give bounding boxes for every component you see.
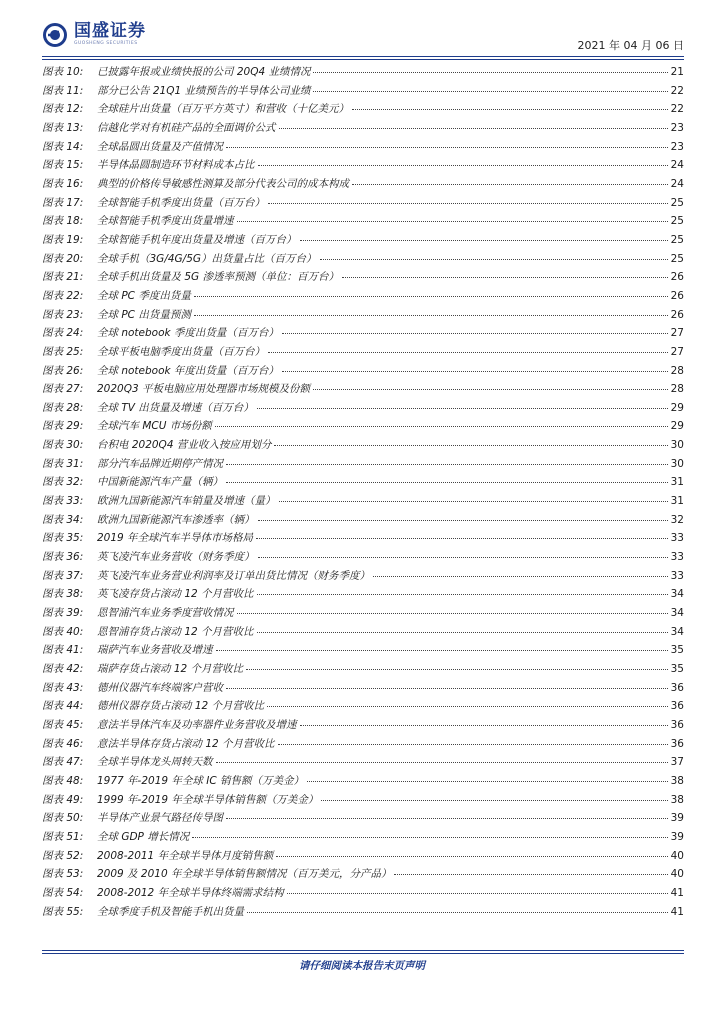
toc-leader-dots bbox=[226, 687, 668, 689]
toc-entry-label: 图表 21: bbox=[42, 271, 84, 284]
footer-divider bbox=[42, 950, 684, 951]
toc-entry-page: 33 bbox=[670, 532, 684, 545]
toc-leader-dots bbox=[258, 164, 669, 166]
toc-entry-label: 图表 10: bbox=[42, 66, 84, 78]
toc-entry-label: 图表 49: bbox=[42, 793, 84, 806]
toc-entry-page: 35 bbox=[670, 644, 684, 657]
toc-entry[interactable] bbox=[42, 417, 684, 436]
toc-leader-dots bbox=[247, 911, 668, 913]
toc-entry[interactable] bbox=[42, 455, 684, 474]
toc-entry-title: 英飞凌汽车业务营业利润率及订单出货比情况（财务季度） bbox=[97, 569, 370, 582]
toc-entry-label: 图表 29: bbox=[42, 420, 84, 433]
toc-entry[interactable] bbox=[42, 847, 684, 866]
toc-entry[interactable] bbox=[42, 697, 684, 716]
brand-logo-icon bbox=[42, 22, 68, 48]
toc-entry-page: 22 bbox=[670, 84, 684, 97]
toc-entry-title: 全球 GDP 增长情况 bbox=[97, 830, 190, 843]
toc-entry-title: 全球硅片出货量（百万平方英寸）和营收（十亿美元） bbox=[97, 103, 349, 116]
toc-entry-label: 图表 20: bbox=[42, 252, 84, 265]
toc-entry-page: 24 bbox=[670, 177, 684, 190]
toc-entry[interactable] bbox=[42, 287, 684, 306]
toc-entry-label: 图表 51: bbox=[42, 830, 84, 843]
toc-entry[interactable] bbox=[42, 511, 684, 530]
toc-entry-label: 图表 26: bbox=[42, 364, 84, 377]
toc-leader-dots bbox=[256, 537, 668, 539]
toc-entry-title: 欧洲九国新能源汽车销量及增速（量） bbox=[97, 495, 276, 508]
toc-entry[interactable] bbox=[42, 231, 684, 250]
toc-entry-title: 2008-2012 年全球半导体终端需求结构 bbox=[97, 886, 284, 899]
toc-entry-title: 中国新能源汽车产量（辆） bbox=[97, 476, 223, 489]
toc-leader-dots bbox=[300, 724, 669, 726]
toc-entry-page: 29 bbox=[670, 401, 684, 414]
toc-entry-title: 台积电 2020Q4 营业收入按应用划分 bbox=[97, 439, 272, 452]
toc-entry-title: 全球平板电脑季度出货量（百万台） bbox=[97, 345, 265, 358]
toc-entry-page: 31 bbox=[670, 476, 684, 489]
toc-entry-title: 2019 年全球汽车半导体市场格局 bbox=[97, 532, 254, 545]
toc-entry[interactable] bbox=[42, 138, 684, 157]
toc-leader-dots bbox=[276, 855, 668, 857]
toc-entry[interactable] bbox=[42, 903, 684, 922]
toc-entry-label: 图表 27: bbox=[42, 383, 84, 396]
toc-leader-dots bbox=[226, 481, 668, 483]
toc-entry-page: 28 bbox=[670, 383, 684, 396]
toc-entry-title: 全球季度手机及智能手机出货量 bbox=[97, 905, 244, 918]
toc-leader-dots bbox=[282, 332, 668, 334]
toc-entry[interactable] bbox=[42, 306, 684, 325]
toc-entry-page: 40 bbox=[670, 868, 684, 881]
toc-entry-label: 图表 19: bbox=[42, 233, 84, 246]
toc-entry-label: 图表 30: bbox=[42, 439, 84, 452]
toc-leader-dots bbox=[257, 631, 668, 633]
toc-entry-label: 图表 22: bbox=[42, 289, 84, 302]
toc-entry-label: 图表 41: bbox=[42, 644, 84, 657]
figure-index-list bbox=[42, 63, 684, 921]
toc-entry-title: 全球 PC 出货量预测 bbox=[97, 308, 191, 321]
toc-entry-title: 全球汽车 MCU 市场份额 bbox=[97, 420, 212, 433]
toc-entry[interactable] bbox=[42, 82, 684, 101]
toc-entry-page: 34 bbox=[670, 625, 684, 638]
toc-entry-label: 图表 54: bbox=[42, 886, 84, 899]
toc-entry-label: 图表 45: bbox=[42, 718, 84, 731]
toc-entry[interactable] bbox=[42, 362, 684, 381]
toc-entry-title: 德州仪器存货占滚动 12 个月营收比 bbox=[97, 700, 265, 713]
report-date: 2021 年 04 月 06 日 bbox=[577, 39, 684, 52]
toc-entry[interactable] bbox=[42, 156, 684, 175]
toc-entry-title: 瑞萨存货占滚动 12 个月营收比 bbox=[97, 663, 244, 675]
toc-leader-dots bbox=[192, 836, 668, 838]
toc-entry[interactable] bbox=[42, 492, 684, 511]
toc-entry-title: 全球智能手机年度出货量及增速（百万台） bbox=[97, 233, 297, 246]
toc-entry-page: 24 bbox=[670, 159, 684, 172]
toc-entry-label: 图表 14: bbox=[42, 140, 84, 153]
toc-leader-dots bbox=[287, 892, 668, 894]
toc-entry-page: 40 bbox=[670, 849, 684, 862]
toc-entry-label: 图表 33: bbox=[42, 495, 84, 508]
toc-entry[interactable] bbox=[42, 604, 684, 623]
toc-entry-page: 30 bbox=[670, 439, 684, 452]
toc-leader-dots bbox=[279, 500, 669, 502]
toc-entry-label: 图表 23: bbox=[42, 308, 84, 321]
toc-leader-dots bbox=[267, 705, 668, 707]
toc-entry-page: 38 bbox=[670, 793, 684, 806]
toc-entry[interactable] bbox=[42, 175, 684, 194]
toc-entry[interactable] bbox=[42, 343, 684, 362]
toc-entry-page: 27 bbox=[670, 345, 684, 358]
toc-entry-label: 图表 37: bbox=[42, 569, 84, 582]
toc-entry-title: 全球 PC 季度出货量 bbox=[97, 289, 191, 302]
toc-entry-page: 27 bbox=[670, 327, 684, 340]
toc-leader-dots bbox=[257, 407, 668, 409]
toc-entry-title: 部分汽车品牌近期停产情况 bbox=[97, 457, 223, 470]
toc-entry[interactable] bbox=[42, 548, 684, 567]
toc-entry-title: 全球智能手机季度出货量（百万台） bbox=[97, 196, 265, 209]
toc-leader-dots bbox=[352, 183, 668, 185]
toc-entry[interactable] bbox=[42, 791, 684, 810]
toc-entry-page: 29 bbox=[670, 420, 684, 433]
toc-entry-title: 恩智浦存货占滚动 12 个月营收比 bbox=[97, 625, 254, 638]
toc-entry-title: 半导体晶圆制造环节材料成本占比 bbox=[97, 159, 255, 172]
toc-entry-label: 图表 40: bbox=[42, 625, 84, 638]
toc-leader-dots bbox=[216, 649, 669, 651]
toc-entry[interactable] bbox=[42, 529, 684, 548]
toc-entry-label: 图表 47: bbox=[42, 756, 84, 769]
toc-entry[interactable] bbox=[42, 660, 684, 679]
toc-entry-page: 23 bbox=[670, 121, 684, 134]
toc-leader-dots bbox=[226, 463, 668, 465]
toc-entry[interactable] bbox=[42, 268, 684, 287]
toc-entry-label: 图表 48: bbox=[42, 774, 84, 787]
toc-entry[interactable] bbox=[42, 212, 684, 231]
brand-logo bbox=[42, 22, 146, 48]
toc-entry-title: 已披露年报或业绩快报的公司 20Q4 业绩情况 bbox=[97, 66, 311, 78]
toc-entry-title: 恩智浦汽车业务季度营收情况 bbox=[97, 607, 234, 620]
toc-entry-title: 2009 及 2010 年全球半导体销售额情况（百万美元，分产品） bbox=[97, 868, 392, 881]
toc-entry-page: 21 bbox=[670, 66, 684, 78]
toc-entry-label: 图表 36: bbox=[42, 551, 84, 564]
toc-entry-title: 英飞凌存货占滚动 12 个月营收比 bbox=[97, 588, 254, 601]
toc-entry-page: 37 bbox=[670, 756, 684, 769]
toc-leader-dots bbox=[278, 743, 668, 745]
toc-entry-title: 典型的价格传导敏感性测算及部分代表公司的成本构成 bbox=[97, 177, 349, 190]
toc-entry-page: 36 bbox=[670, 718, 684, 731]
toc-entry-label: 图表 39: bbox=[42, 607, 84, 620]
toc-leader-dots bbox=[342, 276, 668, 278]
toc-entry-title: 全球半导体龙头周转天数 bbox=[97, 756, 213, 769]
toc-entry-label: 图表 34: bbox=[42, 513, 84, 526]
toc-entry-label: 图表 17: bbox=[42, 196, 84, 209]
toc-entry-title: 德州仪器汽车终端客户营收 bbox=[97, 681, 223, 694]
toc-leader-dots bbox=[313, 388, 668, 390]
toc-leader-dots bbox=[300, 239, 669, 241]
toc-leader-dots bbox=[194, 314, 668, 316]
toc-entry-page: 26 bbox=[670, 271, 684, 284]
toc-entry-title: 信越化学对有机硅产品的全面调价公式 bbox=[97, 121, 276, 134]
toc-entry-label: 图表 18: bbox=[42, 215, 84, 228]
brand-name: 国盛证券 bbox=[74, 21, 146, 42]
toc-entry-page: 41 bbox=[670, 905, 684, 918]
toc-leader-dots bbox=[216, 761, 669, 763]
toc-entry-label: 图表 16: bbox=[42, 177, 84, 190]
toc-leader-dots bbox=[257, 593, 668, 595]
toc-entry-page: 28 bbox=[670, 364, 684, 377]
toc-entry[interactable] bbox=[42, 567, 684, 586]
toc-entry[interactable] bbox=[42, 884, 684, 903]
toc-entry-page: 30 bbox=[670, 457, 684, 470]
toc-leader-dots bbox=[226, 146, 668, 148]
toc-entry-label: 图表 44: bbox=[42, 700, 84, 713]
toc-entry-page: 39 bbox=[670, 830, 684, 843]
toc-leader-dots bbox=[194, 295, 668, 297]
toc-entry-label: 图表 24: bbox=[42, 327, 84, 340]
toc-entry[interactable] bbox=[42, 865, 684, 884]
page-header bbox=[42, 22, 684, 56]
toc-entry[interactable] bbox=[42, 399, 684, 418]
toc-entry-page: 33 bbox=[670, 551, 684, 564]
toc-entry-page: 25 bbox=[670, 196, 684, 209]
toc-entry[interactable] bbox=[42, 623, 684, 642]
toc-entry-label: 图表 52: bbox=[42, 849, 84, 862]
toc-entry-page: 36 bbox=[670, 700, 684, 713]
toc-entry-label: 图表 15: bbox=[42, 159, 84, 172]
toc-entry-title: 欧洲九国新能源汽车渗透率（辆） bbox=[97, 513, 255, 526]
toc-entry-title: 2008-2011 年全球半导体月度销售额 bbox=[97, 849, 274, 862]
header-divider-thin bbox=[42, 59, 684, 60]
toc-entry-page: 26 bbox=[670, 308, 684, 321]
toc-leader-dots bbox=[394, 873, 668, 875]
toc-entry[interactable] bbox=[42, 585, 684, 604]
toc-entry-label: 图表 11: bbox=[42, 84, 84, 97]
toc-entry[interactable] bbox=[42, 473, 684, 492]
toc-leader-dots bbox=[282, 370, 668, 372]
toc-entry-title: 半导体产业景气路径传导图 bbox=[97, 812, 223, 825]
toc-entry-page: 25 bbox=[670, 252, 684, 265]
toc-entry[interactable] bbox=[42, 100, 684, 119]
toc-entry-title: 2020Q3 平板电脑应用处理器市场规模及份额 bbox=[97, 383, 311, 396]
toc-entry-page: 39 bbox=[670, 812, 684, 825]
toc-entry-page: 35 bbox=[670, 663, 684, 675]
footer-disclaimer: 请仔细阅读本报告末页声明 bbox=[299, 960, 425, 972]
toc-entry[interactable] bbox=[42, 679, 684, 698]
toc-entry-page: 26 bbox=[670, 289, 684, 302]
toc-entry-label: 图表 13: bbox=[42, 121, 84, 134]
toc-entry-title: 全球手机出货量及 5G 渗透率预测（单位：百万台） bbox=[97, 271, 339, 284]
toc-entry[interactable] bbox=[42, 63, 684, 82]
toc-entry[interactable] bbox=[42, 436, 684, 455]
toc-leader-dots bbox=[268, 202, 668, 204]
toc-entry-label: 图表 50: bbox=[42, 812, 84, 825]
footer-divider-thin bbox=[42, 953, 684, 954]
toc-entry-label: 图表 12: bbox=[42, 103, 84, 116]
toc-entry-page: 25 bbox=[670, 215, 684, 228]
toc-entry[interactable] bbox=[42, 772, 684, 791]
toc-entry-page: 33 bbox=[670, 569, 684, 582]
toc-entry-title: 全球 notebook 季度出货量（百万台） bbox=[97, 327, 279, 340]
toc-entry-title: 意法半导体存货占滚动 12 个月营收比 bbox=[97, 737, 275, 750]
toc-leader-dots bbox=[279, 127, 669, 129]
toc-entry[interactable] bbox=[42, 119, 684, 138]
toc-leader-dots bbox=[307, 780, 668, 782]
toc-entry[interactable] bbox=[42, 753, 684, 772]
toc-entry-page: 38 bbox=[670, 774, 684, 787]
toc-entry-title: 全球 TV 出货量及增速（百万台） bbox=[97, 401, 254, 414]
toc-leader-dots bbox=[268, 351, 668, 353]
toc-leader-dots bbox=[274, 444, 668, 446]
toc-entry[interactable] bbox=[42, 809, 684, 828]
toc-leader-dots bbox=[373, 575, 668, 577]
toc-entry-page: 22 bbox=[670, 103, 684, 116]
toc-entry[interactable] bbox=[42, 828, 684, 847]
toc-leader-dots bbox=[237, 220, 669, 222]
toc-leader-dots bbox=[215, 425, 668, 427]
toc-entry[interactable] bbox=[42, 735, 684, 754]
toc-leader-dots bbox=[313, 71, 668, 73]
toc-entry-title: 部分已公告 21Q1 业绩预告的半导体公司业绩 bbox=[97, 84, 311, 97]
toc-entry[interactable] bbox=[42, 250, 684, 269]
toc-leader-dots bbox=[258, 519, 669, 521]
toc-entry-title: 意法半导体汽车及功率器件业务营收及增速 bbox=[97, 718, 297, 731]
toc-leader-dots bbox=[258, 556, 669, 558]
toc-entry-title: 1999 年-2019 年全球半导体销售额（万美金） bbox=[97, 793, 319, 806]
toc-entry-title: 全球手机（3G/4G/5G）出货量占比（百万台） bbox=[97, 252, 317, 265]
toc-entry-title: 瑞萨汽车业务营收及增速 bbox=[97, 644, 213, 657]
toc-entry-page: 41 bbox=[670, 886, 684, 899]
toc-entry[interactable] bbox=[42, 380, 684, 399]
toc-leader-dots bbox=[246, 668, 668, 670]
toc-entry-label: 图表 46: bbox=[42, 737, 84, 750]
toc-entry[interactable] bbox=[42, 641, 684, 660]
brand-subtitle: GUOSHENG SECURITIES bbox=[74, 41, 138, 47]
toc-entry-label: 图表 38: bbox=[42, 588, 84, 601]
toc-entry[interactable] bbox=[42, 194, 684, 213]
toc-leader-dots bbox=[237, 612, 669, 614]
toc-entry-label: 图表 25: bbox=[42, 345, 84, 358]
toc-leader-dots bbox=[226, 817, 668, 819]
toc-entry-title: 1977 年-2019 年全球 IC 销售额（万美金） bbox=[97, 774, 305, 787]
toc-entry-page: 23 bbox=[670, 140, 684, 153]
toc-entry-page: 34 bbox=[670, 607, 684, 620]
toc-leader-dots bbox=[313, 90, 668, 92]
toc-entry-page: 32 bbox=[670, 513, 684, 526]
toc-entry-label: 图表 43: bbox=[42, 681, 84, 694]
toc-entry-page: 36 bbox=[670, 681, 684, 694]
toc-entry-title: 全球智能手机季度出货量增速 bbox=[97, 215, 234, 228]
toc-entry-title: 英飞凌汽车业务营收（财务季度） bbox=[97, 551, 255, 564]
toc-entry-label: 图表 32: bbox=[42, 476, 84, 489]
toc-entry-page: 36 bbox=[670, 737, 684, 750]
toc-entry-label: 图表 55: bbox=[42, 905, 84, 918]
toc-entry-label: 图表 28: bbox=[42, 401, 84, 414]
toc-entry[interactable] bbox=[42, 716, 684, 735]
toc-entry-label: 图表 53: bbox=[42, 868, 84, 881]
toc-entry[interactable] bbox=[42, 324, 684, 343]
toc-entry-page: 34 bbox=[670, 588, 684, 601]
toc-leader-dots bbox=[320, 258, 668, 260]
header-divider bbox=[42, 56, 684, 57]
toc-entry-title: 全球晶圆出货量及产值情况 bbox=[97, 140, 223, 153]
toc-entry-title: 全球 notebook 年度出货量（百万台） bbox=[97, 364, 279, 377]
toc-entry-page: 25 bbox=[670, 233, 684, 246]
toc-leader-dots bbox=[321, 799, 668, 801]
toc-leader-dots bbox=[352, 108, 668, 110]
toc-entry-label: 图表 42: bbox=[42, 663, 84, 675]
toc-entry-page: 31 bbox=[670, 495, 684, 508]
toc-entry-label: 图表 31: bbox=[42, 457, 84, 470]
toc-entry-label: 图表 35: bbox=[42, 532, 84, 545]
